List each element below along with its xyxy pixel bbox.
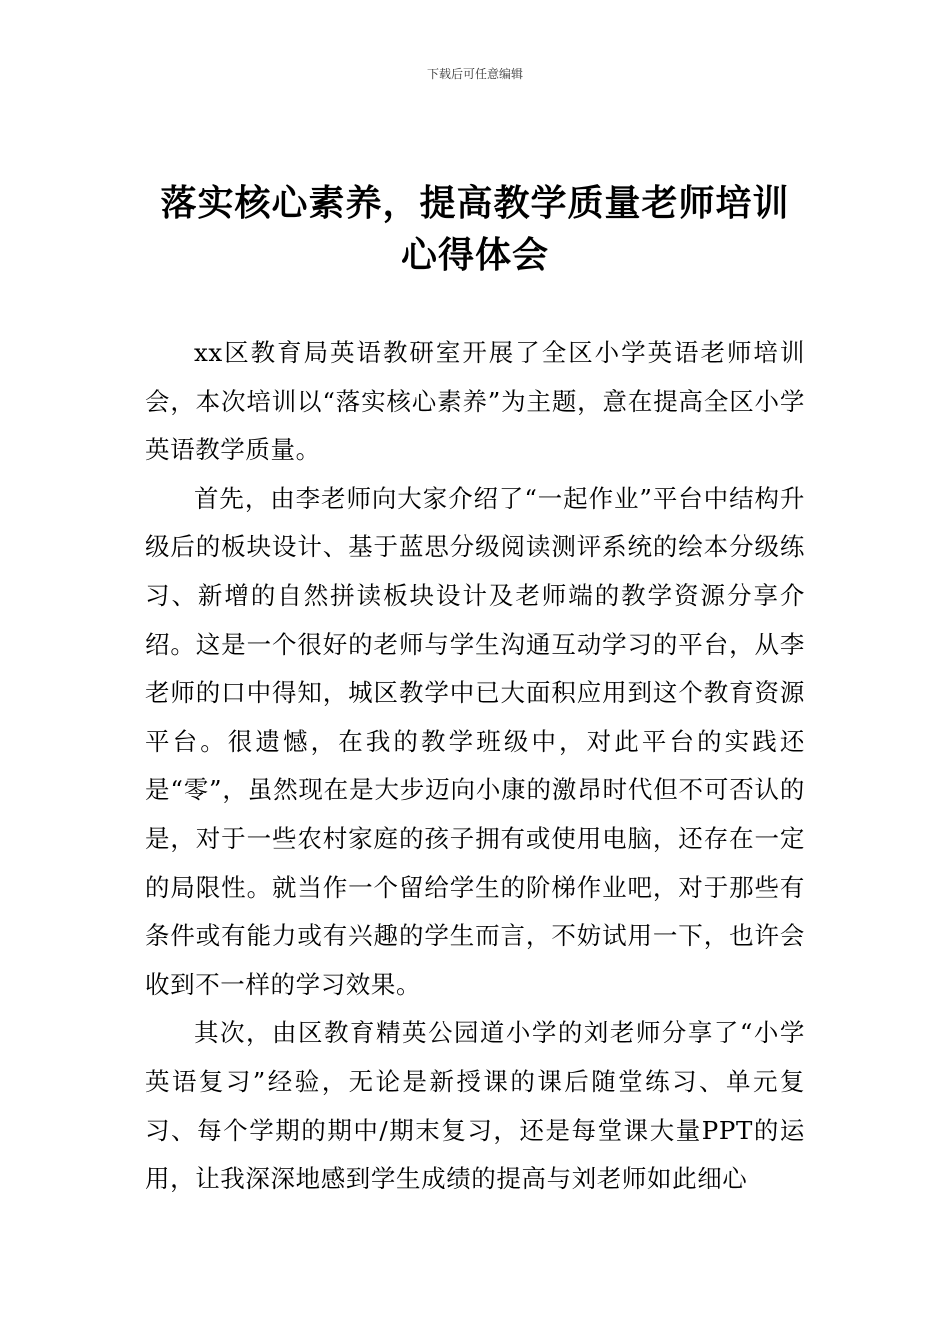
- title-line-2: 心得体会: [400, 234, 549, 276]
- paragraph-2: 首先，由李老师向大家介绍了“一起作业”平台中结构升级后的板块设计、基于蓝思分级阅读测评系统的绘本分级练习、新增的自然拼读板块设计及老师端的教学资源分享介绍。这是一个很好的老师与学生沟通互动学习的平台，从李老师的口中得知，城区教学中已大面积应用到这个教育资源平台。很遗憾，在我的教学班级中，对此平台的实践还是“零”，虽然现在是大步迈向小康的激昂时代但不可否认的是，对于一些农村家庭的孩子拥有或使用电脑，还存在一定的局限性。就当作一个留给学生的阶梯作业吧，对于那些有条件或有能力或有兴趣的学生而言，不妨试用一下，也许会收到不一样的学习效果。: [145, 483, 805, 999]
- document-body: [145, 329, 805, 1204]
- title-line-1: 落实核心素养，提高教学质量老师培训: [160, 182, 790, 224]
- paragraph-1: xx区教育局英语教研室开展了全区小学英语老师培训会，本次培训以“落实核心素养”为主题，意在提高全区小学英语教学质量。: [145, 338, 805, 465]
- page-header-note: 下载后可任意编辑: [426, 67, 523, 81]
- paragraph-3: 其次，由区教育精英公园道小学的刘老师分享了“小学英语复习”经验，无论是新授课的课后随堂练习、单元复习、每个学期的期中/期末复习，还是每堂课大量PPT的运用，让我深深地感到学生成绩的提高与刘老师如此细心: [145, 1018, 805, 1194]
- document-title: [140, 177, 810, 281]
